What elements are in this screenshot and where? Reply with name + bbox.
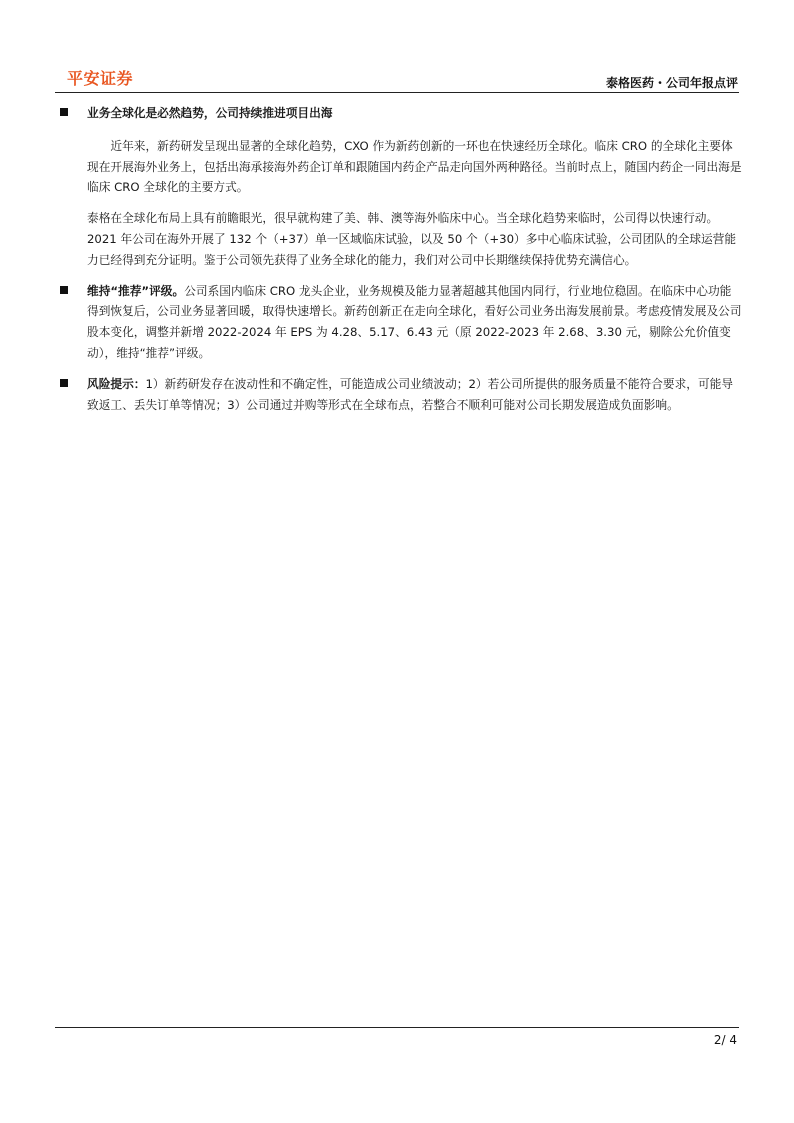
report-body: [57, 103, 743, 415]
footer-divider: [55, 1027, 739, 1028]
square-bullet-icon: [60, 108, 68, 116]
company-logo: 平安证券: [67, 69, 134, 88]
page-number: 2/ 4: [713, 1033, 737, 1047]
risk-paragraph: 风险提示：1）新药研发存在波动性和不确定性，可能造成公司业绩波动；2）若公司所提供的服务质量不能符合要求，可能导致返工、丢失订单等情况；3）公司通过并购等形式在全球布点，若整合不顺利可能对公司长期发展造成负面影响。: [87, 376, 734, 412]
header-divider: [55, 92, 739, 93]
report-title: 泰格医药・公司年报点评: [605, 76, 738, 90]
square-bullet-icon: [60, 286, 68, 294]
section-heading: 业务全球化是必然趋势，公司持续推进项目出海: [87, 106, 333, 120]
section-globalization: [57, 103, 743, 124]
paragraph-overseas-layout: 泰格在全球化布局上具有前瞻眼光，很早就构建了美、韩、澳等海外临床中心。当全球化趋势来临时，公司得以快速行动。2021 年公司在海外开展了 132 个（+37）单一区域临床试验，以及 50 个（+30）多中心临床试验，公司团队的全球运营能力已经得到充分证明。鉴于公司领先获得了业务全球化的能力，我们对公司中长期继续保持优势充满信心。: [87, 211, 737, 267]
section-rating: [57, 281, 743, 364]
rating-paragraph: 维持“推荐”评级。公司系国内临床 CRO 龙头企业，业务规模及能力显著超越其他国内同行，行业地位稳固。在临床中心功能得到恢复后，公司业务显著回暖，取得快速增长。新药创新正在走向全球化，看好公司业务出海发展前景。考虑疫情发展及公司股本变化，调整并新增 2022-2024 年 EPS 为 4.28、5.17、6.43 元（原 2022-2023 年 2.68、3.30 元，剔除公允价值变动），维持“推荐”评级。: [87, 283, 742, 360]
paragraph-globalization-trend: 近年来，新药研发呈现出显著的全球化趋势，CXO 作为新药创新的一环也在快速经历全球化。临床 CRO 的全球化主要体现在开展海外业务上，包括出海承接海外药企订单和跟随国内药企产品走向国外两种路径。当前时点上，随国内药企一同出海是临床 CRO 全球化的主要方式。: [87, 138, 742, 195]
section-risk: [57, 374, 743, 416]
square-bullet-icon: [60, 379, 68, 387]
